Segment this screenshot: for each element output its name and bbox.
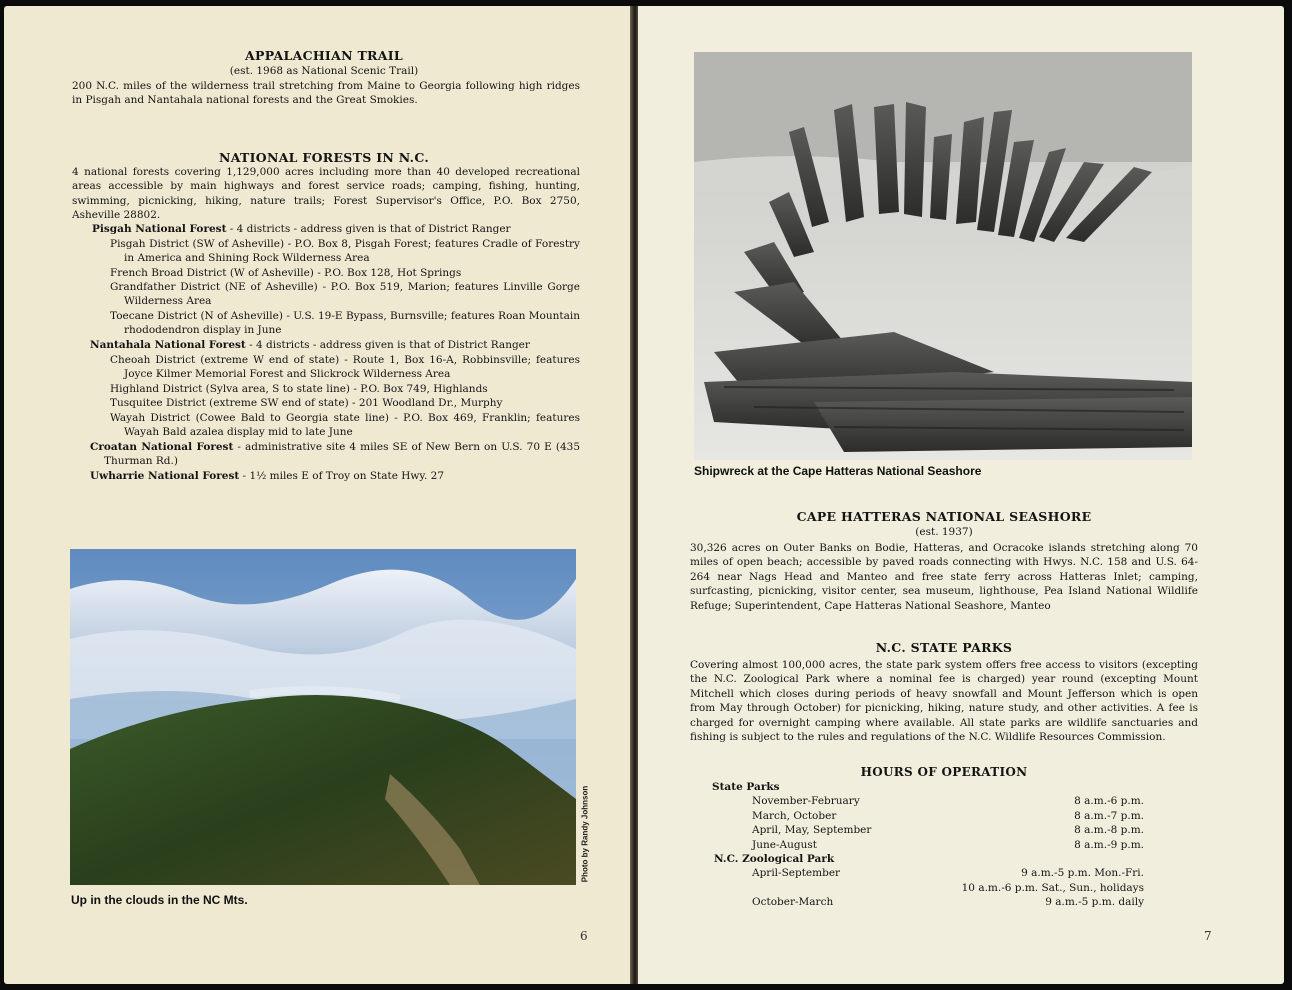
appalachian-heading: APPALACHIAN TRAIL [245, 48, 403, 63]
hours-time: 8 a.m.-8 p.m. [1074, 824, 1144, 837]
hours-table [712, 780, 1144, 910]
hours-row [712, 895, 1144, 909]
uwharrie-forest-line [90, 469, 580, 483]
hours-time: 9 a.m.-5 p.m. daily [1045, 896, 1144, 909]
hours-row [712, 794, 1144, 808]
mountain-clouds-photo [70, 549, 576, 885]
wayah-district: Wayah District (Cowee Bald to Georgia state line) - P.O. Box 469, Franklin; features Wayah Bald azalea display mid to late June [110, 412, 580, 439]
hours-period: April-September [752, 867, 841, 880]
grandfather-district: Grandfather District (NE of Asheville) - P.O. Box 519, Marion; features Linville Gorge Wilderness Area [110, 281, 580, 308]
pisgah-forest-line [92, 222, 580, 236]
pisgah-forest-desc: - 4 districts - address given is that of District Ranger [226, 223, 511, 235]
cheoah-district: Cheoah District (extreme W end of state) - Route 1, Box 16-A, Robbinsville; features Joyce Kilmer Memorial Forest and Slickrock Wilderness Area [110, 354, 580, 381]
uwharrie-forest-name: Uwharrie National Forest [90, 470, 240, 482]
nantahala-forest-line [90, 338, 580, 352]
forests-heading: NATIONAL FORESTS IN N.C. [218, 150, 429, 165]
hatteras-body: 30,326 acres on Outer Banks on Bodie, Hatteras, and Ocracoke islands stretching along 70 miles of open beach; accessible by paved roads connecting with Hwys. N.C. 158 and U.S. 64-264 near Nags Head and Manteo and free state ferry across Hatteras Inlet; camping, surfcasting, picnicking, visitor center, sea museum, lighthouse, Pea Island National Wildlife Refuge; Superintendent, Cape Hatteras National Seashore, Manteo [690, 542, 1198, 612]
state-parks-heading: N.C. STATE PARKS [875, 640, 1013, 655]
hours-time: 10 a.m.-6 p.m. Sat., Sun., holidays [961, 881, 1144, 894]
french-broad-district: French Broad District (W of Asheville) - P.O. Box 128, Hot Springs [110, 267, 462, 279]
hours-period: November-February [752, 795, 860, 808]
nantahala-forest-name: Nantahala National Forest [90, 339, 246, 351]
hours-period: March, October [752, 809, 837, 822]
croatan-forest-desc: - administrative site 4 miles SE of New Bern on U.S. 70 E (435 Thurman Rd.) [104, 441, 581, 468]
uwharrie-forest-desc: - 1½ miles E of Troy on State Hwy. 27 [239, 470, 444, 482]
hours-time: 8 a.m.-6 p.m. [1074, 795, 1144, 808]
pisgah-district: Pisgah District (SW of Asheville) - P.O. Box 8, Pisgah Forest; features Cradle of Forestry in America and Shining Rock Wilderness Area [110, 238, 580, 265]
photo-credit: Photo by Randy Johnson [580, 785, 590, 883]
appalachian-body: 200 N.C. miles of the wilderness trail stretching from Maine to Georgia following high ridges in Pisgah and Nantahala national forests and the Great Smokies. [72, 80, 580, 107]
hours-period: June-August [752, 838, 817, 851]
hours-heading: HOURS OF OPERATION [860, 765, 1028, 779]
left-page [4, 6, 630, 984]
hatteras-subheading: (est. 1937) [915, 526, 973, 538]
state-parks-body: Covering almost 100,000 acres, the state park system offers free access to visitors (excepting the N.C. Zoological Park where a nominal fee is charged) year round (excepting Mount Mitchell which closes during periods of heavy snowfall and Mount Jefferson which is open from May through October) for picnicking, hiking, nature study, and other activities. A fee is charged for overnight camping where available. All state parks are wildlife sanctuaries and fishing is subject to the rules and regulations of the N.C. Wildlife Resources Commission. [690, 659, 1198, 744]
hatteras-heading: CAPE HATTERAS NATIONAL SEASHORE [796, 509, 1092, 524]
page-number-right: 7 [1204, 929, 1212, 943]
hours-time: 8 a.m.-7 p.m. [1074, 809, 1144, 822]
mountain-clouds-illustration [70, 549, 576, 885]
croatan-forest-name: Croatan National Forest [90, 441, 234, 453]
hours-row [712, 838, 1144, 852]
shipwreck-illustration [694, 52, 1192, 460]
hours-row [712, 866, 1144, 880]
shipwreck-caption: Shipwreck at the Cape Hatteras National Seashore [694, 464, 982, 478]
tusquitee-district: Tusquitee District (extreme SW end of state) - 201 Woodland Dr., Murphy [110, 397, 503, 409]
hours-row [712, 809, 1144, 823]
toecane-district: Toecane District (N of Asheville) - U.S. 19-E Bypass, Burnsville; features Roan Mountain rhododendron display in June [110, 310, 580, 337]
highland-district: Highland District (Sylva area, S to state line) - P.O. Box 749, Highlands [110, 383, 488, 395]
mountain-photo-caption: Up in the clouds in the NC Mts. [71, 893, 248, 907]
state-parks-hours-label: State Parks [712, 781, 780, 793]
hours-row [712, 881, 1144, 895]
shipwreck-photo [694, 52, 1192, 460]
appalachian-subheading: (est. 1968 as National Scenic Trail) [229, 65, 419, 77]
nantahala-forest-desc: - 4 districts - address given is that of District Ranger [245, 339, 530, 351]
hours-row [712, 823, 1144, 837]
zoo-hours-label: N.C. Zoological Park [714, 852, 835, 865]
hours-period: April, May, September [752, 824, 872, 837]
hours-period: October-March [752, 896, 834, 909]
right-page [638, 6, 1284, 984]
page-number-left: 6 [580, 929, 588, 943]
croatan-forest-line [90, 440, 580, 469]
hours-time: 8 a.m.-9 p.m. [1074, 838, 1144, 851]
photo-credit-container [578, 784, 592, 884]
hours-time: 9 a.m.-5 p.m. Mon.-Fri. [1021, 867, 1144, 880]
forests-intro: 4 national forests covering 1,129,000 acres including more than 40 developed recreational areas accessible by main highways and forest service roads; camping, fishing, hunting, swimming, picnicking, hiking, nature trails; Forest Supervisor's Office, P.O. Box 2750, Asheville 28802. [72, 166, 580, 222]
pisgah-forest-name: Pisgah National Forest [92, 223, 227, 235]
